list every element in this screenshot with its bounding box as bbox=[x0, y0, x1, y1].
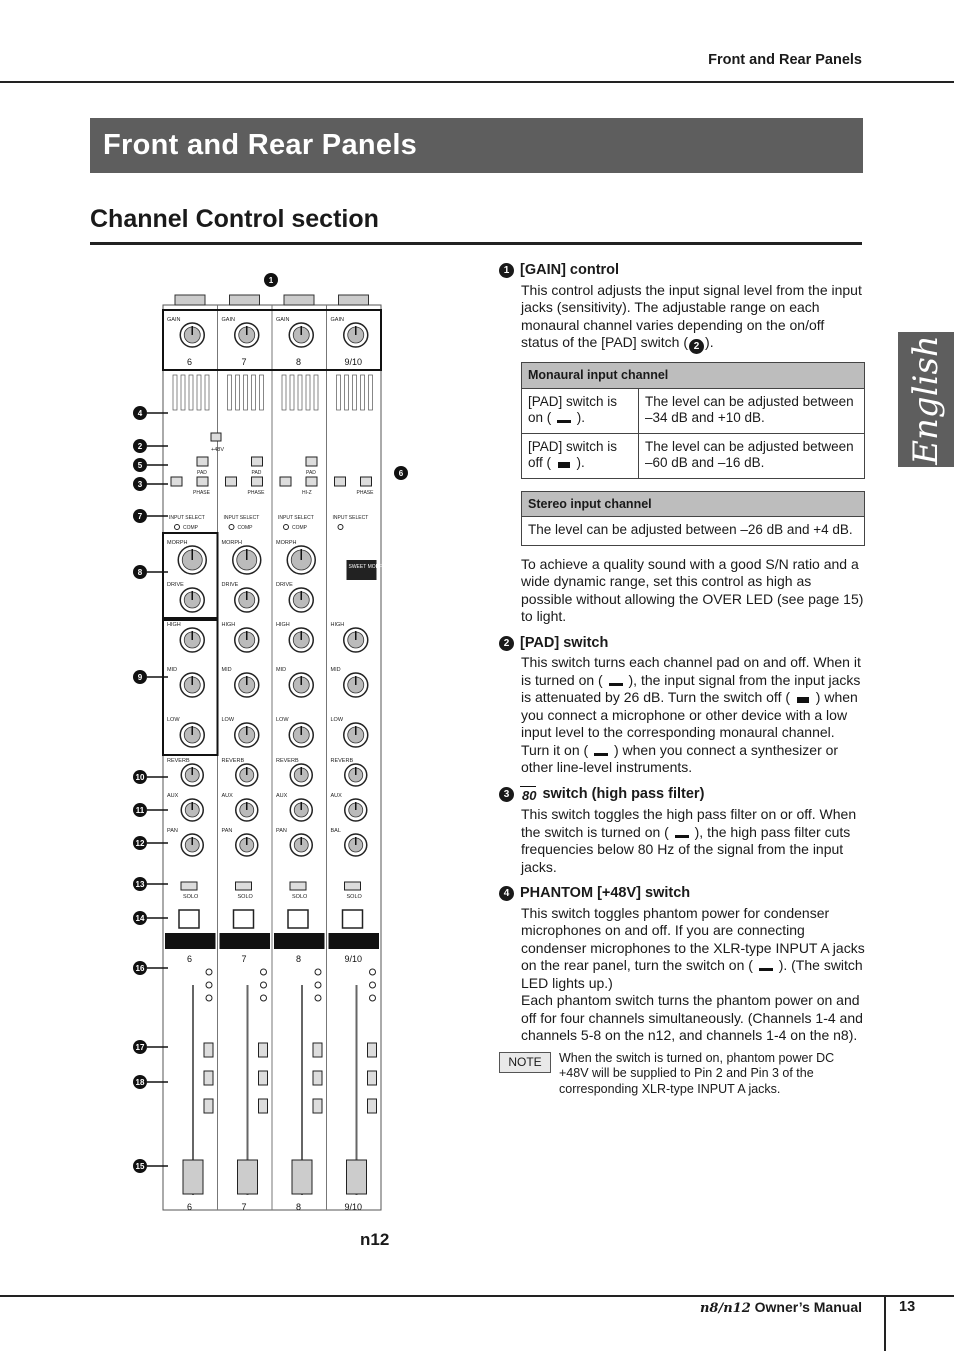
knob-label: DRIVE bbox=[167, 582, 184, 588]
knob-label: AUX bbox=[221, 793, 233, 799]
knob-label: MORPH bbox=[167, 540, 188, 546]
pad-button bbox=[306, 457, 317, 466]
knob-label: HIGH bbox=[221, 622, 236, 628]
phase-button bbox=[252, 477, 263, 486]
channel-number: 9/10 bbox=[344, 954, 363, 964]
meter-led-icon bbox=[206, 982, 212, 988]
phantom-label: +48V bbox=[211, 447, 224, 453]
phase-label: PHASE bbox=[193, 490, 210, 496]
callout-number: 4 bbox=[137, 409, 143, 418]
bus-assign-button bbox=[259, 1043, 268, 1057]
language-tab-label: English bbox=[906, 334, 946, 465]
item-gain-heading bbox=[499, 262, 865, 280]
vent-slot bbox=[290, 375, 294, 410]
knob-label: HIGH bbox=[330, 622, 345, 628]
table-header: Monaural input channel bbox=[522, 363, 865, 389]
model-label: n12 bbox=[360, 1230, 390, 1249]
note-text: When the switch is turned on, phantom power DC +48V will be supplied to Pin 2 and Pin 3 of the corresponding XLR-type INPUT A jacks. bbox=[559, 1050, 835, 1096]
vent-slot bbox=[369, 375, 373, 410]
vent-slot bbox=[189, 375, 193, 410]
vent-slot bbox=[260, 375, 264, 410]
knob-label: REVERB bbox=[221, 758, 245, 764]
table-header: Stereo input channel bbox=[522, 491, 865, 517]
sweet-badge bbox=[347, 560, 377, 580]
section-heading: Channel Control section bbox=[90, 205, 379, 233]
page-number: 13 bbox=[899, 1299, 916, 1315]
bus-assign-button bbox=[368, 1099, 377, 1113]
footer-manual-title bbox=[700, 1299, 862, 1316]
fader-knob-icon bbox=[183, 1160, 203, 1194]
comp-label: COMP bbox=[292, 525, 307, 531]
meter-led-icon bbox=[370, 995, 376, 1001]
callout-number: 7 bbox=[137, 512, 143, 521]
item-hpf-heading bbox=[499, 786, 865, 805]
channel-name-strip bbox=[329, 933, 380, 949]
bus-assign-button bbox=[313, 1043, 322, 1057]
knob-label: REVERB bbox=[330, 758, 354, 764]
comp-led-icon bbox=[338, 525, 343, 530]
channel-name-strip bbox=[274, 933, 325, 949]
comp-led-icon bbox=[284, 525, 289, 530]
knob-label: MID bbox=[330, 667, 341, 673]
knob-label: DRIVE bbox=[276, 582, 293, 588]
fader-knob-icon bbox=[238, 1160, 258, 1194]
switch-off-icon bbox=[794, 695, 812, 703]
comp-label: COMP bbox=[237, 525, 253, 531]
callout-number: 5 bbox=[137, 461, 143, 470]
phase-button bbox=[306, 477, 317, 486]
callout-number: 10 bbox=[135, 773, 145, 782]
input-connector-icon bbox=[339, 295, 369, 305]
channel-number: 8 bbox=[296, 954, 302, 964]
pad-label: PAD bbox=[306, 470, 316, 476]
comp-led-icon bbox=[175, 525, 180, 530]
channel-name-strip bbox=[165, 933, 216, 949]
phase-label: HI-Z bbox=[302, 490, 312, 496]
item-title: [PAD] switch bbox=[520, 634, 609, 651]
solo-button bbox=[288, 910, 308, 928]
knob-label: LOW bbox=[330, 717, 344, 723]
knob-label: GAIN bbox=[167, 317, 181, 323]
solo-led-button bbox=[236, 882, 252, 890]
input-select-label: INPUT SELECT bbox=[278, 515, 314, 521]
vent-slot bbox=[252, 375, 256, 410]
solo-label: SOLO bbox=[183, 894, 199, 900]
running-head: Front and Rear Panels bbox=[708, 52, 862, 68]
bus-assign-button bbox=[204, 1043, 213, 1057]
knob-label: MID bbox=[167, 667, 178, 673]
item-pad-body: This switch turns each channel pad on and off. When it is turned on ( ), the input signal from the input jacks is attenuated by 26 dB. Turn the switch off ( ) when you connect a microphone or other device with a low input level to the corresponding monaural channel. Turn it on ( ) when you connect a synthesizer or other line-level instruments. bbox=[521, 654, 861, 775]
callout-ref: 2 bbox=[689, 339, 704, 354]
footer-manual: Owner’s Manual bbox=[754, 1299, 862, 1315]
knob-label: GAIN bbox=[330, 317, 344, 323]
knob-label: GAIN bbox=[221, 317, 235, 323]
callout-number: 11 bbox=[135, 806, 145, 815]
item-gain-body bbox=[499, 282, 865, 355]
knob-label: LOW bbox=[167, 717, 180, 723]
callout-number: 13 bbox=[135, 880, 145, 889]
solo-label: SOLO bbox=[292, 894, 308, 900]
table-cell: [PAD] switch is on ( ). bbox=[522, 388, 639, 433]
callout-number: 16 bbox=[135, 964, 145, 973]
stereo-table bbox=[521, 491, 865, 546]
bus-assign-button bbox=[368, 1043, 377, 1057]
channel-number: 6 bbox=[187, 1202, 193, 1212]
callout-number: 8 bbox=[137, 568, 143, 577]
meter-led-icon bbox=[261, 969, 267, 975]
bus-assign-button bbox=[204, 1099, 213, 1113]
channel-number: 9/10 bbox=[344, 1202, 363, 1212]
vent-slot bbox=[337, 375, 341, 410]
phase-label: PHASE bbox=[356, 490, 374, 496]
meter-led-icon bbox=[206, 995, 212, 1001]
vent-slot bbox=[181, 375, 185, 410]
input-connector-icon bbox=[230, 295, 260, 305]
pad-label: PAD bbox=[251, 470, 262, 476]
channel-number: 9/10 bbox=[344, 357, 363, 367]
table-cell: The level can be adjusted between –60 dB and –16 dB. bbox=[639, 433, 865, 478]
bus-assign-button bbox=[313, 1071, 322, 1085]
meter-led-icon bbox=[261, 982, 267, 988]
bus-assign-button bbox=[368, 1071, 377, 1085]
solo-button bbox=[179, 910, 199, 928]
solo-button bbox=[343, 910, 363, 928]
switch-on-icon bbox=[673, 830, 691, 838]
knob-label: HIGH bbox=[276, 622, 290, 628]
comp-label: COMP bbox=[183, 525, 198, 531]
table-cell: The level can be adjusted between –34 dB and +10 dB. bbox=[639, 388, 865, 433]
callout-number: 3 bbox=[137, 480, 143, 489]
fader-knob-icon bbox=[347, 1160, 367, 1194]
meter-led-icon bbox=[315, 982, 321, 988]
meter-led-icon bbox=[261, 995, 267, 1001]
language-tab bbox=[898, 332, 954, 467]
knob-label: MORPH bbox=[276, 540, 297, 546]
vent-slot bbox=[361, 375, 365, 410]
knob-label: MID bbox=[221, 667, 232, 673]
phase-button bbox=[197, 477, 208, 486]
callout-number: 2 bbox=[499, 636, 514, 651]
vent-slot bbox=[197, 375, 201, 410]
callout-number: 15 bbox=[135, 1162, 145, 1171]
body-text: To achieve a quality sound with a good S/N ratio and a wide dynamic range, set this control as high as possible without allowing the OVER LED (see page 15) to light. bbox=[521, 555, 864, 624]
body-text: This control adjusts the input signal level from the input jacks (sensitivity). The adjustable range on each monaural channel varies depending on the on/off status of the [PAD] switch ( bbox=[521, 281, 862, 350]
vent-slot bbox=[173, 375, 177, 410]
footer-divider bbox=[884, 1295, 886, 1351]
vent-slot bbox=[298, 375, 302, 410]
section-rule bbox=[90, 242, 862, 245]
item-pad-heading bbox=[499, 635, 865, 653]
hpf-button bbox=[226, 477, 237, 486]
meter-led-icon bbox=[206, 969, 212, 975]
item-phantom-heading bbox=[499, 885, 865, 903]
item-title: switch (high pass filter) bbox=[542, 786, 705, 802]
switch-off-icon bbox=[555, 460, 573, 468]
vent-slot bbox=[244, 375, 248, 410]
page-title: Front and Rear Panels bbox=[90, 118, 863, 173]
switch-on-icon bbox=[592, 748, 610, 756]
vent-slot bbox=[314, 375, 318, 410]
mixer-illustration bbox=[125, 265, 410, 1265]
item-phantom-body: This switch toggles phantom power for condenser microphones on and off. If you are connecting condenser microphones to the XLR-type INPUT A jacks on the rear panel, turn the switch on ( ). (The switch LED lights up.) Each phantom switch turns the phantom power on and off for four channels simultaneously. (Channels 1-4 and channels 5-8 on the n12, and channels 1-4 on the n8). bbox=[521, 904, 865, 1043]
switch-on-icon bbox=[607, 678, 625, 686]
fader-knob-icon bbox=[292, 1160, 312, 1194]
pad-label: PAD bbox=[197, 470, 207, 476]
vent-slot bbox=[345, 375, 349, 410]
solo-led-button bbox=[345, 882, 361, 890]
channel-number: 7 bbox=[241, 1202, 247, 1212]
footer-model: n8/n12 bbox=[699, 1301, 751, 1316]
high-pass-filter-icon: 80 bbox=[522, 787, 537, 803]
knob-label: PAN bbox=[221, 828, 233, 834]
item-hpf-body: This switch toggles the high pass filter on or off. When the switch is turned on ( ), the high pass filter cuts frequencies below 80 Hz of the signal from the input jacks. bbox=[521, 806, 857, 875]
knob-label: MID bbox=[276, 667, 287, 673]
vent-slot bbox=[353, 375, 357, 410]
channel-strip-diagram bbox=[125, 265, 410, 1265]
knob-label: PAN bbox=[276, 828, 287, 834]
knob-label: AUX bbox=[330, 793, 342, 799]
solo-label: SOLO bbox=[346, 894, 362, 900]
phase-label: PHASE bbox=[247, 490, 265, 496]
table-row bbox=[522, 517, 865, 546]
table-row bbox=[522, 388, 865, 433]
solo-led-button bbox=[290, 882, 306, 890]
table-row bbox=[522, 433, 865, 478]
description-column bbox=[499, 262, 865, 1097]
meter-led-icon bbox=[370, 969, 376, 975]
vent-slot bbox=[282, 375, 286, 410]
channel-number: 6 bbox=[187, 357, 193, 367]
table-cell: [PAD] switch is off ( ). bbox=[522, 433, 639, 478]
knob-label: LOW bbox=[276, 717, 289, 723]
bus-assign-button bbox=[259, 1099, 268, 1113]
body-text: ). bbox=[705, 334, 714, 350]
body-text: Each phantom switch turns the phantom power on and off for four channels simultaneously. (Channels 1-4 and channels 5-8 on the n12, and channels 1-4 on the n8). bbox=[521, 992, 863, 1043]
item-title: [GAIN] control bbox=[520, 262, 620, 278]
input-select-label: INPUT SELECT bbox=[169, 515, 205, 521]
sweet-label: SWEET MORPH COMPR bbox=[348, 564, 407, 570]
callout-number: 6 bbox=[398, 469, 404, 478]
hpf-button bbox=[171, 477, 182, 486]
pad-button bbox=[197, 457, 208, 466]
vent-slot bbox=[306, 375, 310, 410]
bottom-rule bbox=[0, 1295, 954, 1297]
knob-label: HIGH bbox=[167, 622, 181, 628]
solo-button bbox=[234, 910, 254, 928]
meter-led-icon bbox=[370, 982, 376, 988]
vent-slot bbox=[236, 375, 240, 410]
top-rule bbox=[0, 81, 954, 83]
vent-slot bbox=[228, 375, 232, 410]
channel-number: 7 bbox=[241, 954, 247, 964]
callout-number: 4 bbox=[499, 886, 514, 901]
channel-name-strip bbox=[220, 933, 271, 949]
callout-number: 14 bbox=[135, 914, 145, 923]
monaural-table bbox=[521, 362, 865, 479]
input-connector-icon bbox=[175, 295, 205, 305]
bus-assign-button bbox=[259, 1071, 268, 1085]
note-icon: NOTE bbox=[499, 1052, 551, 1073]
callout-number: 1 bbox=[499, 263, 514, 278]
callout-number: 18 bbox=[135, 1078, 145, 1087]
solo-led-button bbox=[181, 882, 197, 890]
item-title: PHANTOM [+48V] switch bbox=[520, 885, 691, 901]
channel-number: 8 bbox=[296, 1202, 302, 1212]
callout-number: 3 bbox=[499, 787, 514, 802]
knob-label: MORPH bbox=[221, 540, 242, 546]
item-gain-after bbox=[499, 556, 865, 626]
callout-number: 17 bbox=[135, 1043, 145, 1052]
callout-number: 12 bbox=[135, 839, 145, 848]
channel-number: 8 bbox=[296, 357, 302, 367]
knob-label: REVERB bbox=[167, 758, 190, 764]
input-select-label: INPUT SELECT bbox=[223, 515, 260, 521]
comp-led-icon bbox=[229, 525, 234, 530]
hpf-button bbox=[280, 477, 291, 486]
switch-on-icon bbox=[757, 963, 775, 971]
knob-label: AUX bbox=[167, 793, 179, 799]
note-block bbox=[499, 1051, 865, 1098]
meter-led-icon bbox=[315, 995, 321, 1001]
vent-slot bbox=[205, 375, 209, 410]
table-cell: The level can be adjusted between –26 dB and +4 dB. bbox=[522, 517, 865, 546]
hpf-button bbox=[335, 477, 346, 486]
callout-number: 2 bbox=[137, 442, 143, 451]
bus-assign-button bbox=[204, 1071, 213, 1085]
knob-label: GAIN bbox=[276, 317, 290, 323]
knob-label: DRIVE bbox=[221, 582, 239, 588]
pad-button bbox=[252, 457, 263, 466]
channel-number: 7 bbox=[241, 357, 247, 367]
callout-number: 1 bbox=[268, 276, 274, 285]
phase-button bbox=[361, 477, 372, 486]
channel-number: 6 bbox=[187, 954, 193, 964]
callout-number: 9 bbox=[137, 673, 143, 682]
knob-label: PAN bbox=[167, 828, 178, 834]
bus-assign-button bbox=[313, 1099, 322, 1113]
input-connector-icon bbox=[284, 295, 314, 305]
knob-label: LOW bbox=[221, 717, 235, 723]
input-select-label: INPUT SELECT bbox=[332, 515, 369, 521]
knob-label: BAL bbox=[330, 828, 341, 834]
meter-led-icon bbox=[315, 969, 321, 975]
knob-label: AUX bbox=[276, 793, 288, 799]
phantom-button bbox=[211, 433, 221, 441]
switch-on-icon bbox=[555, 415, 573, 423]
solo-label: SOLO bbox=[237, 894, 253, 900]
knob-label: REVERB bbox=[276, 758, 299, 764]
